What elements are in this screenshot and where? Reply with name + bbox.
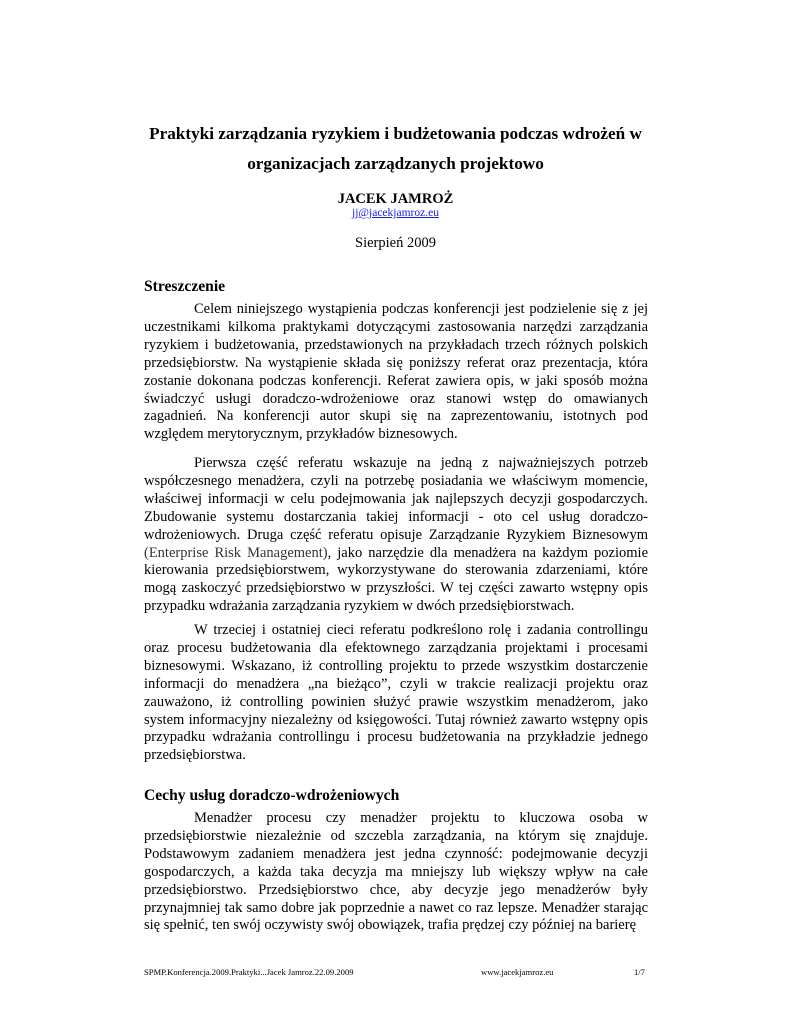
section-heading-abstract: Streszczenie <box>144 278 226 295</box>
abstract-paragraph-3: W trzeciej i ostatniej cieci referatu podkreślono rolę i zadania controllingu oraz procesu budżetowania dla efektownego zarządzania projektami i procesami biznesowymi. Wskazano, iż controlling projektu to przede wszystkim dostarczenie informacji do menadżera „na bieżąco”, czyli w trakcie realizacji projektu oraz zauważono, iż controlling powinien służyć prawie wszystkim menadżerom, jako system informacyjny niezależny od księgowości. Tutaj również zawarto wstępny opis przypadku wdrażania controllingu i procesu budżetowania na przykładzie jednego przedsiębiorstwa. <box>144 622 648 764</box>
abstract-paragraph-2 <box>144 455 648 616</box>
author-name: JACEK JAMROŻ <box>337 191 454 207</box>
email-link[interactable]: jj@jacekjamroz.eu <box>352 207 439 219</box>
paragraph-text: Pierwsza część referatu wskazuje na jedną z najważniejszych potrzeb współczesnego menadżera, czyli na potrzebę posiadania we właściwym momencie, właściwej informacji w celu podejmowania jak najlepszych decyzji gospodarczych. Zbudowanie systemu dostarczania takiej informacji - oto cel usług doradczo-wdrożeniowych. Druga część referatu opisuje Zarządzanie Ryzykiem Biznesowym <box>144 455 648 543</box>
section-heading-services: Cechy usług doradczo-wdrożeniowych <box>144 787 400 804</box>
abstract-paragraph-1: Celem niniejszego wystąpienia podczas konferencji jest podzielenie się z jej uczestnikami kilkoma praktykami dotyczącymi zastosowania narzędzi zarządzania ryzykiem i budżetowania, przedstawionych na przykładach trzech różnych polskich przedsiębiorstw. Na wystąpienie składa się poniższy referat oraz prezentacja, która zostanie dokonana podczas konferencji. Referat zawiera opis, w jaki sposób można świadczyć usługi doradczo-wdrożeniowe oraz stanowi wstęp do omawianych zagadnień. Na konferencji autor skupi się na zaprezentowaniu, istotnych pod względem merytorycznym, przykładów biznesowych. <box>144 301 648 443</box>
erm-term: (Enterprise Risk Management) <box>144 544 328 561</box>
paragraph-text: , jako narzędzie dla menadżera na każdym poziomie kierowania przedsiębiorstwem, wykorzystywane do sterowania zdarzeniami, które mogą zaskoczyć przedsiębiorstwo w przyszłości. W tej części zawarto wstępny opis przypadku wdrażania zarządzania ryzykiem w dwóch przedsiębiorstwach. <box>144 544 649 615</box>
author-email <box>100 206 691 220</box>
document-date: Sierpień 2009 <box>355 235 436 251</box>
footer-website: www.jacekjamroz.eu <box>481 967 554 977</box>
footer-filename: SPMP.Konferencja.2009.Praktyki...Jacek Jamroz.22.09.2009 <box>144 967 354 977</box>
document-title: Praktyki zarządzania ryzykiem i budżetowania podczas wdrożeń w organizacjach zarządzanych projektowo <box>149 124 642 173</box>
footer-page-number: 1/7 <box>634 967 645 977</box>
services-paragraph-1: Menadżer procesu czy menadżer projektu to kluczowa osoba w przedsiębiorstwie niezależnie od szczebla zarządzania, na którym się znajduje. Podstawowym zadaniem menadżera jest jedna czynność: podejmowanie decyzji gospodarczych, a każda taka decyzja ma mniejszy lub większy wpływ na całe przedsiębiorstwo. Przedsiębiorstwo chce, aby decyzje jego menadżerów były przynajmniej tak samo dobre jak poprzednie a nawet co raz lepsze. Menadżer starając się spełnić, ten swój oczywisty swój obowiązek, trafia prędzej czy później na barierę <box>144 810 648 934</box>
